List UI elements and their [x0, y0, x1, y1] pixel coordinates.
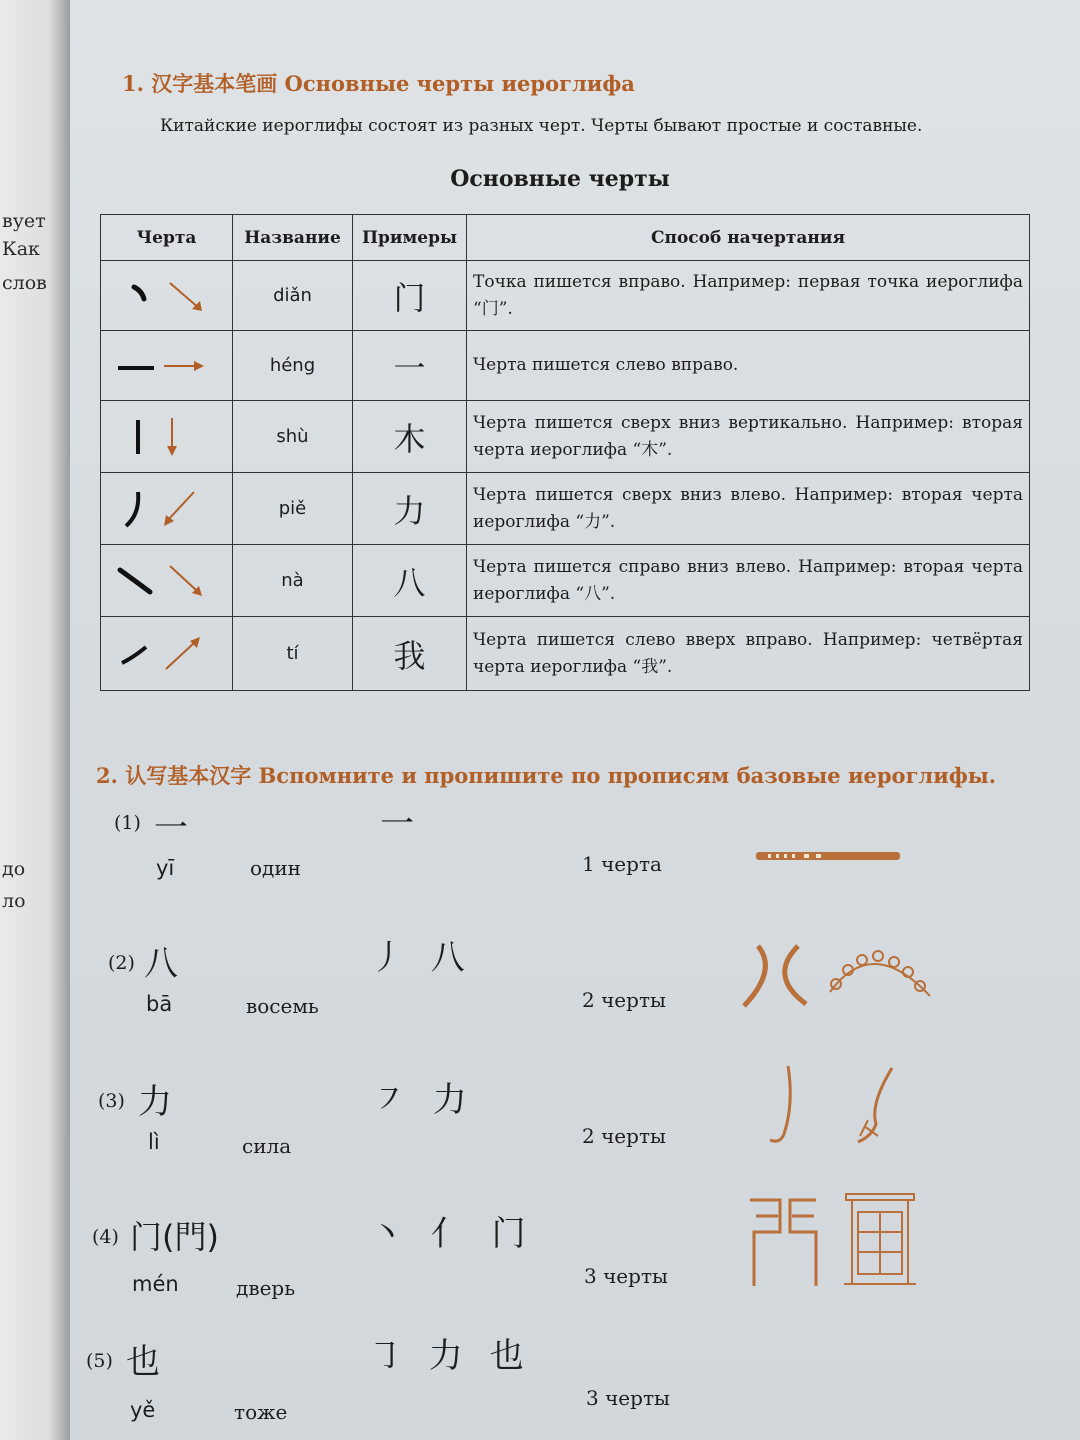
stroke-count: 2 черты: [582, 1124, 666, 1148]
stroke-name: héng: [233, 331, 353, 401]
facing-page-fragment: вует: [2, 210, 46, 232]
facing-page-fragment: до: [2, 858, 26, 880]
dian-stroke-icon: [112, 271, 222, 321]
table-row: [101, 473, 1030, 545]
stroke-name: diǎn: [233, 261, 353, 331]
stroke-name: piě: [233, 473, 353, 545]
table-row: [101, 545, 1030, 617]
facing-page-fragment: ло: [2, 890, 26, 912]
heng-stroke-icon: [112, 341, 222, 391]
stroke-name: shù: [233, 401, 353, 473]
stroke-count: 3 черты: [586, 1386, 670, 1410]
section-2-title: 2. 认写基本汉字 Вспомните и пропишите по прописям базовые иероглифы.: [96, 763, 997, 788]
stroke-description: Черта пишется сверх вниз влево. Например: вторая черта иероглифа “力”.: [467, 473, 1030, 545]
item-hanzi: 一: [154, 808, 188, 848]
pie-stroke-icon: [112, 484, 222, 534]
basic-strokes-table: [100, 214, 1030, 691]
stroke-cell: [101, 331, 233, 401]
stroke-order: 丶 亻 门: [370, 1214, 534, 1254]
item-number: (5): [86, 1350, 113, 1372]
item-number: (1): [114, 812, 141, 834]
section-1-title: 1. 汉字基本笔画 Основные черты иероглифа: [122, 71, 635, 96]
item-hanzi: 也: [126, 1342, 160, 1382]
ti-stroke-icon: [112, 629, 222, 679]
item-meaning: дверь: [236, 1276, 296, 1300]
stroke-count: 2 черты: [582, 988, 666, 1012]
item-number: (4): [92, 1226, 119, 1248]
stroke-description: Черта пишется слево вправо.: [467, 331, 1030, 401]
stroke-description: Черта пишется слево вверх вправо. Например: четвёртая черта иероглифа “我”.: [467, 617, 1030, 691]
item-hanzi: 力: [138, 1082, 172, 1122]
stroke-example: 力: [353, 473, 467, 545]
facing-page-fragment: слов: [2, 272, 47, 294]
character-item: [70, 1206, 1080, 1346]
stroke-description: Черта пишется сверх вниз вертикально. Например: вторая черта иероглифа “木”.: [467, 401, 1030, 473]
character-item: [70, 934, 1080, 1074]
na-stroke-icon: [112, 556, 222, 606]
stroke-description: Точка пишется вправо. Например: первая точка иероглифа “门”.: [467, 261, 1030, 331]
parting-strands-icon: [738, 940, 938, 1010]
stroke-example: 一: [353, 331, 467, 401]
facing-page-fragment: Как: [2, 238, 40, 260]
item-meaning: сила: [242, 1134, 292, 1158]
item-meaning: один: [250, 856, 302, 880]
stroke-example: 八: [353, 545, 467, 617]
stroke-cell: [101, 261, 233, 331]
table-title: Основные черты: [450, 166, 670, 192]
stroke-order: 一: [380, 804, 422, 844]
textbook-page: [70, 0, 1080, 1440]
item-pinyin: yě: [130, 1398, 156, 1422]
item-number: (3): [98, 1090, 125, 1112]
stroke-order: ㇆ 力 也: [368, 1336, 532, 1376]
item-hanzi: 门(門): [130, 1218, 219, 1256]
stroke-name: nà: [233, 545, 353, 617]
shu-stroke-icon: [112, 412, 222, 462]
table-row: [101, 401, 1030, 473]
stroke-cell: [101, 473, 233, 545]
stroke-example: 门: [353, 261, 467, 331]
flute-icon: [754, 846, 904, 866]
stroke-count: 1 черта: [582, 852, 662, 876]
item-hanzi: 八: [144, 944, 178, 984]
stroke-name: tí: [233, 617, 353, 691]
stroke-description: Черта пишется справо вниз влево. Например: вторая черта иероглифа “八”.: [467, 545, 1030, 617]
stroke-cell: [101, 545, 233, 617]
item-meaning: восемь: [246, 994, 319, 1018]
stroke-count: 3 черты: [584, 1264, 668, 1288]
header-name: Название: [233, 215, 353, 261]
table-row: [101, 617, 1030, 691]
item-pinyin: lì: [148, 1130, 160, 1154]
stroke-order: ㇇ 力: [372, 1080, 475, 1120]
table-header-row: [101, 215, 1030, 261]
stroke-example: 木: [353, 401, 467, 473]
item-meaning: тоже: [234, 1400, 288, 1424]
character-item: [70, 1338, 1080, 1440]
header-method: Способ начертания: [467, 215, 1030, 261]
stroke-cell: [101, 401, 233, 473]
facing-page-edge: [0, 0, 70, 1440]
section-1-intro: Китайские иероглифы состоят из разных черт. Черты бывают простые и составные.: [160, 116, 923, 136]
stroke-cell: [101, 617, 233, 691]
stroke-order: 丿 八: [370, 938, 473, 978]
header-examples: Примеры: [353, 215, 467, 261]
character-item: [70, 800, 1080, 940]
item-pinyin: bā: [146, 992, 173, 1016]
table-row: [101, 261, 1030, 331]
item-number: (2): [108, 952, 135, 974]
character-item: [70, 1070, 1080, 1210]
header-stroke: Черта: [101, 215, 233, 261]
table-row: [101, 331, 1030, 401]
item-pinyin: mén: [132, 1272, 179, 1296]
item-pinyin: yī: [156, 856, 175, 880]
gate-icon: [746, 1192, 920, 1288]
plough-icon: [760, 1064, 910, 1154]
stroke-example: 我: [353, 617, 467, 691]
